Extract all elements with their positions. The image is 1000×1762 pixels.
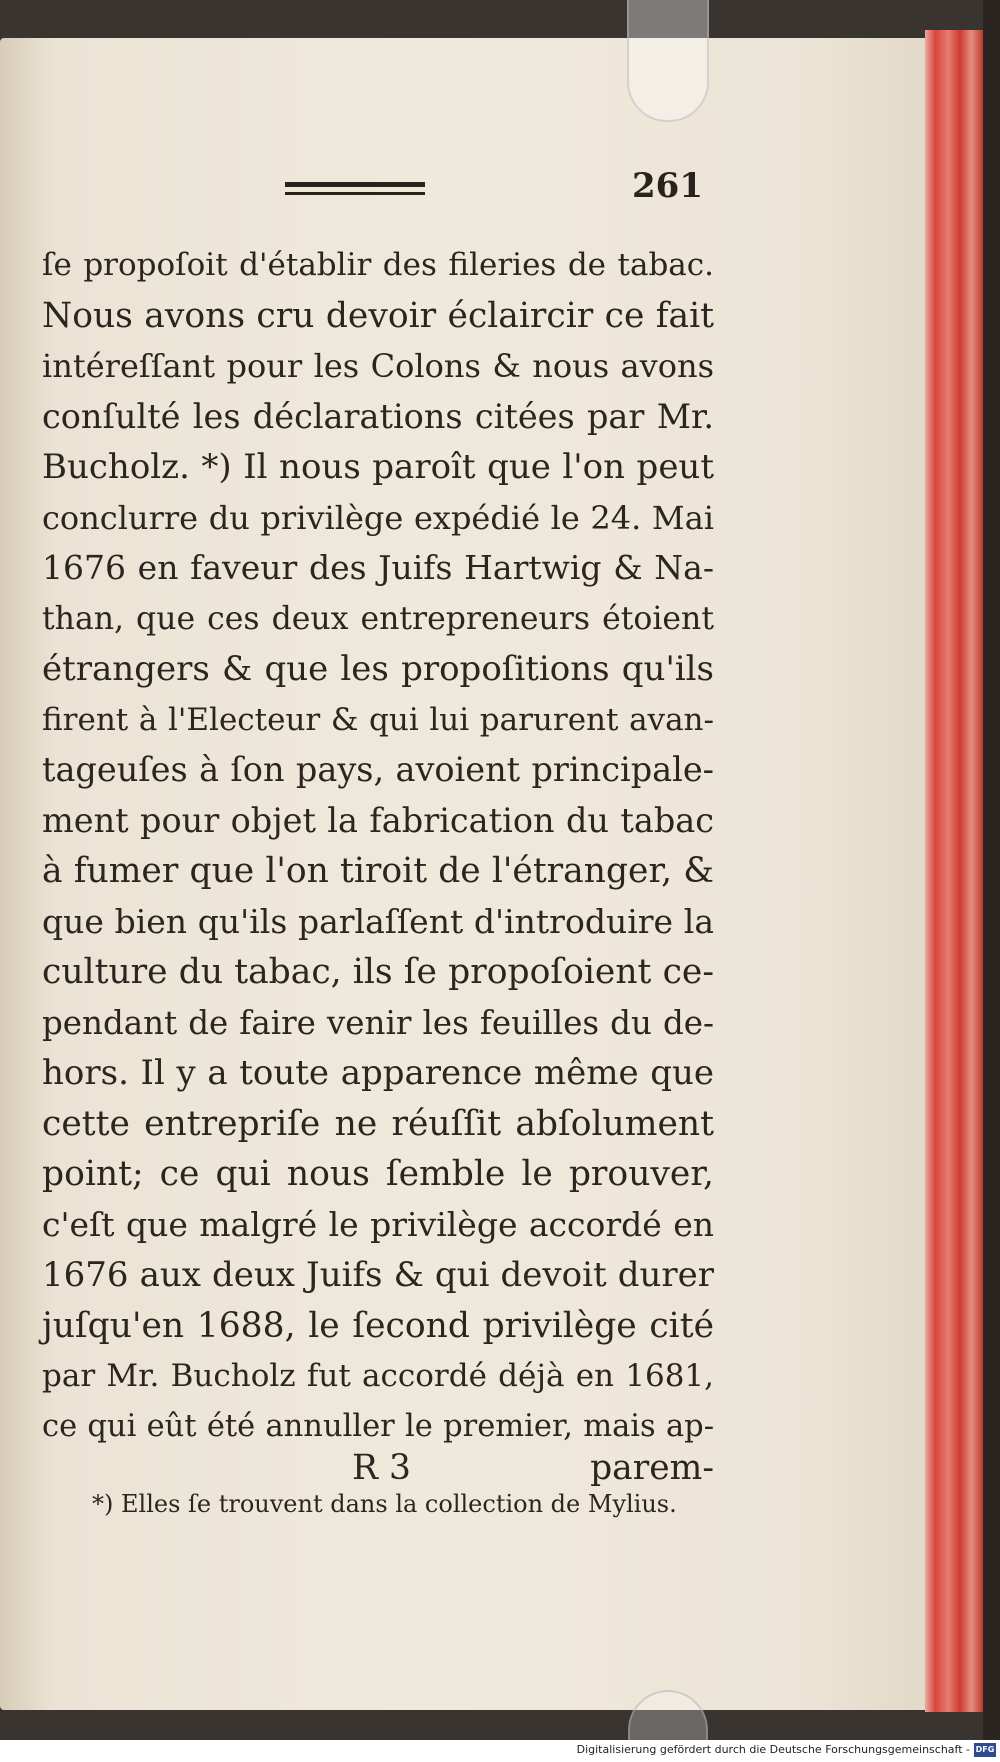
text-line: hors. Il y a toute apparence même que [42,1053,714,1093]
book-cover-edge [983,0,1000,1740]
text-line: point; ce qui nous ſemble le prouver, [42,1154,714,1194]
text-line: Nous avons cru devoir éclaircir ce fait [42,295,714,336]
text-line: pendant de faire venir les feuilles du de- [42,1003,714,1042]
dfg-logo-icon: DFG [974,1743,996,1757]
text-line: que bien qu'ils parlaſſent d'introduire la [42,901,714,941]
text-line: Bucholz. *) Il nous paroît que l'on peut [42,447,714,487]
text-line: juſqu'en 1688, le ſecond privilège cité [42,1305,714,1346]
signature-mark: R 3 [352,1448,411,1488]
text-line: firent à l'Electeur & qui lui parurent avan- [42,701,714,738]
text-line: conſulté les déclarations citées par Mr. [42,396,714,436]
page-number: 261 [632,166,703,206]
text-line: c'eſt que malgré le privilège accordé en [42,1204,714,1244]
text-line: à fumer que l'on tiroit de l'étranger, & [42,851,714,891]
body-text [42,240,714,1452]
text-line: intéreſſant pour les Colons & nous avons [42,347,714,385]
text-line: 1676 en faveur des Juifs Hartwig & Na- [42,548,714,587]
funding-credit: Digitalisierung gefördert durch die Deutsche Forschungsgemeinschaft - [576,1743,970,1756]
page-edge-red [925,30,983,1712]
text-line: culture du tabac, ils ſe propoſoient ce- [42,952,714,992]
text-line: cette entrepriſe ne réuſſit abſolument [42,1103,714,1144]
text-line: ce qui eût été annuller le premier, mais ap- [42,1408,714,1444]
footnote: *) Elles ſe trouvent dans la collection de Mylius. [92,1490,677,1518]
text-line: than, que ces deux entrepreneurs étoient [42,600,714,637]
header-rule [285,182,425,195]
text-line: ment pour objet la fabrication du tabac [42,800,714,840]
text-line: 1676 aux deux Juifs & qui devoit durer [42,1255,714,1295]
catchword: parem- [590,1448,714,1488]
text-line: ſe propoſoit d'établir des fileries de tabac. [42,247,714,283]
footer-bar [0,1740,1000,1762]
text-line: par Mr. Bucholz fut accordé déjà en 1681, [42,1358,714,1394]
text-line: conclurre du privilège expédié le 24. Mai [42,498,714,537]
text-line: tageuſes à ſon pays, avoient principale- [42,750,714,789]
text-line: étrangers & que les propoſitions qu'ils [42,649,714,689]
page-clip-top [627,0,709,122]
